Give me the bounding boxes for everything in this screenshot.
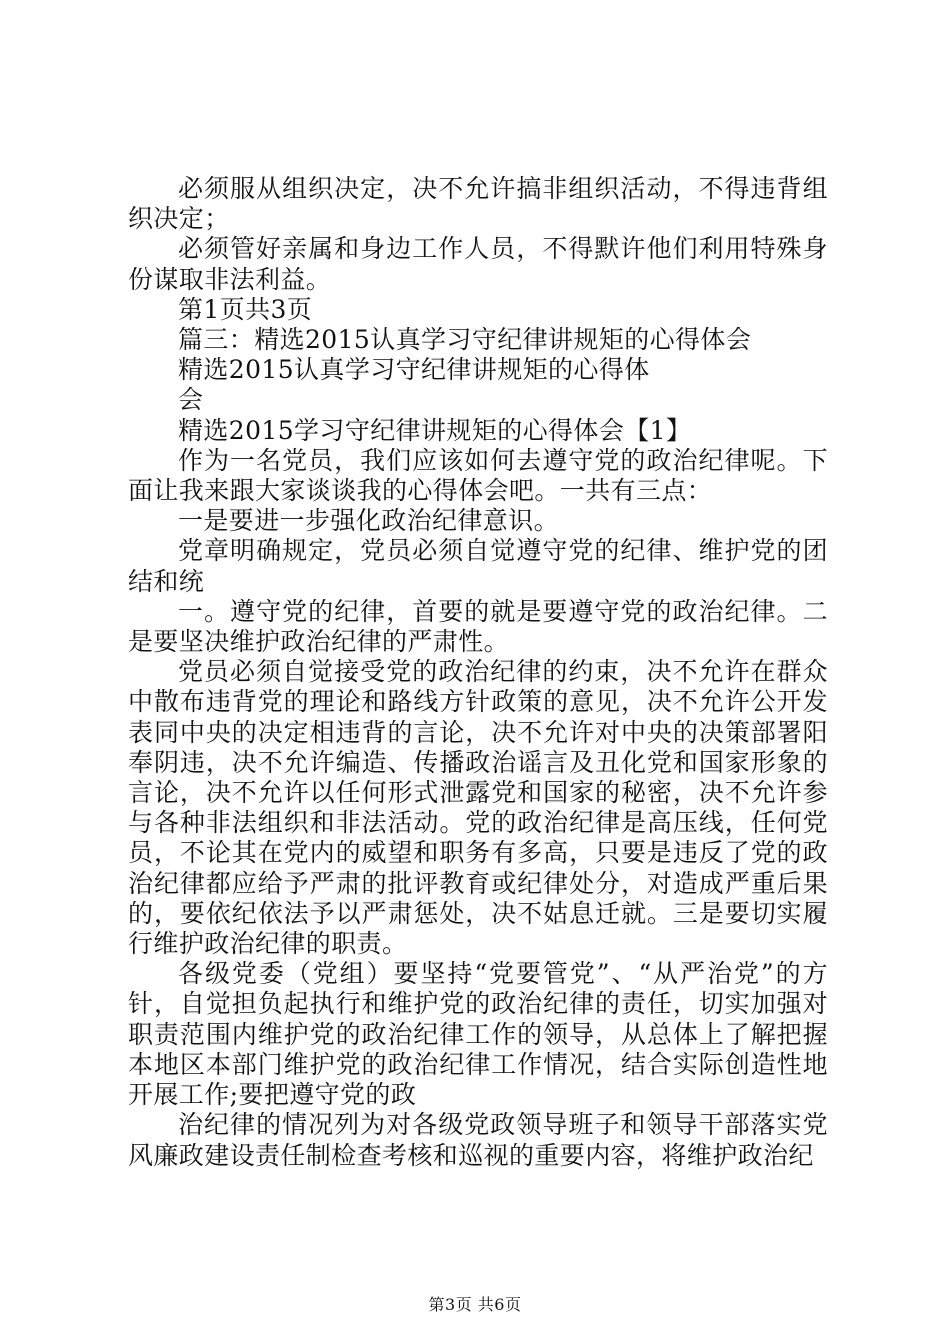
document-body xyxy=(128,174,828,1171)
article-title-line-2: 会 xyxy=(178,385,204,415)
inline-page-note: 第1页共3页 xyxy=(178,294,313,324)
paragraph-inspection: 治纪律的情况列为对各级党政领导班子和领导干部落实党风廉政建设责任制检查考核和巡视的重要内容，将维护政治纪 xyxy=(128,1110,828,1170)
paragraph-point-two: 一。遵守党的纪律，首要的就是要遵守党的政治纪律。二是要坚决维护政治纪律的严肃性。 xyxy=(128,596,828,657)
paragraph-party-charter: 党章明确规定，党员必须自觉遵守党的纪律、维护党的团结和统 xyxy=(128,536,828,596)
paragraph-2: 必须管好亲属和身边工作人员，不得默许他们利用特殊身份谋取非法利益。 xyxy=(128,234,828,294)
paragraph-1: 必须服从组织决定，决不允许搞非组织活动，不得违背组织决定； xyxy=(128,174,828,234)
page-footer: 第3页 共6页 xyxy=(428,1295,522,1314)
section-heading: 篇三：精选2015认真学习守纪律讲规矩的心得体会 xyxy=(178,325,752,355)
paragraph-party-committees: 各级党委（党组）要坚持“党要管党”、“从严治党”的方针，自觉担负起执行和维护党的政治纪律的责任，切实加强对职责范围内维护党的政治纪律工作的领导，从总体上了解把握本地区本部门维护党的政治纪律工作情况，结合实际创造性地开展工作;要把遵守党的政 xyxy=(128,959,828,1110)
article-subtitle: 精选2015学习守纪律讲规矩的心得体会【1】 xyxy=(178,415,692,445)
point-one-heading: 一是要进一步强化政治纪律意识。 xyxy=(178,506,560,536)
paragraph-intro: 作为一名党员，我们应该如何去遵守党的政治纪律呢。下面让我来跟大家谈谈我的心得体会吧。一共有三点： xyxy=(128,445,828,506)
paragraph-discipline: 党员必须自觉接受党的政治纪律的约束，决不允许在群众中散布违背党的理论和路线方针政策的意见，决不允许公开发表同中央的决定相违背的言论，决不允许对中央的决策部署阳奉阴违，决不允许编造、传播政治谣言及丑化党和国家形象的言论，决不允许以任何形式泄露党和国家的秘密，决不允许参与各种非法组织和非法活动。党的政治纪律是高压线，任何党员，不论其在党内的威望和职务有多高，只要是违反了党的政治纪律都应给予严肃的批评教育或纪律处分，对造成严重后果的，要依纪依法予以严肃惩处，决不姑息迁就。三是要切实履行维护政治纪律的职责。 xyxy=(128,657,828,959)
article-title-line-1: 精选2015认真学习守纪律讲规矩的心得体 xyxy=(178,355,650,385)
